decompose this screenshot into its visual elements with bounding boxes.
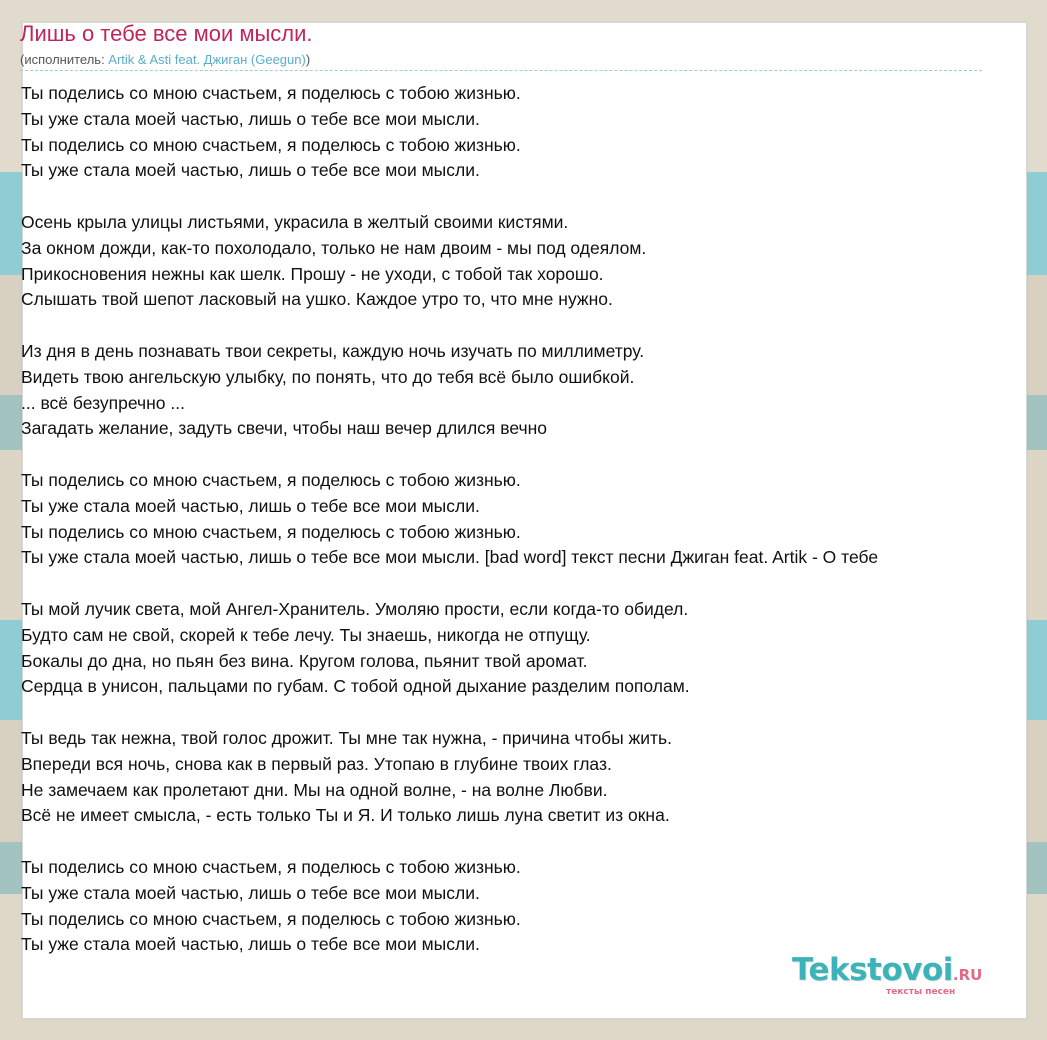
lyric-line: Видеть твою ангельскую улыбку, по понять, что до тебя всё было ошибкой. xyxy=(21,366,635,387)
lyric-line: Будто сам не свой, скорей к тебе лечу. Ты знаешь, никогда не отпущу. xyxy=(21,624,591,645)
stanza-break xyxy=(21,313,878,339)
lyric-line: Прикосновения нежны как шелк. Прошу - не уходи, с тобой так хорошо. xyxy=(21,263,604,284)
site-logo[interactable] xyxy=(792,952,983,997)
stanza-break xyxy=(21,184,878,210)
title-divider xyxy=(20,70,982,71)
lyric-line: Ты поделись со мною счастьем, я поделюсь с тобою жизнью. xyxy=(21,908,521,929)
lyric-line: Ты поделись со мною счастьем, я поделюсь с тобою жизнью. xyxy=(21,856,521,877)
lyric-line: Ты поделись со мною счастьем, я поделюсь с тобою жизнью. xyxy=(21,134,521,155)
stanza-break xyxy=(21,571,878,597)
logo-tld: .RU xyxy=(952,966,983,984)
lyric-line: Ты поделись со мною счастьем, я поделюсь с тобою жизнью. xyxy=(21,469,521,490)
performer-suffix: ) xyxy=(305,52,311,67)
performer-link[interactable]: Artik & Asti feat. Джиган (Geegun) xyxy=(108,52,306,67)
stanza-break xyxy=(21,829,878,855)
logo-wordmark: Tekstovoi xyxy=(792,952,953,988)
lyric-line: Осень крыла улицы листьями, украсила в желтый своими кистями. xyxy=(21,211,569,232)
lyric-line: Загадать желание, задуть свечи, чтобы наш вечер длился вечно xyxy=(21,418,548,439)
lyric-line: Ты ведь так нежна, твой голос дрожит. Ты мне так нужна, - причина чтобы жить. xyxy=(21,727,673,748)
performer-line xyxy=(20,52,310,67)
lyric-line: Впереди вся ночь, снова как в первый раз. Утопаю в глубине твоих глаз. xyxy=(21,753,612,774)
lyric-line: Всё не имеет смысла, - есть только Ты и Я. И только лишь луна светит из окна. xyxy=(21,805,670,826)
lyric-line: Ты мой лучик света, мой Ангел-Хранитель. Умоляю прости, если когда-то обидел. xyxy=(21,598,689,619)
lyric-line: Слышать твой шепот ласковый на ушко. Каждое утро то, что мне нужно. xyxy=(21,289,613,310)
lyric-line: Ты поделись со мною счастьем, я поделюсь с тобою жизнью. xyxy=(21,521,521,542)
performer-prefix: (исполнитель: xyxy=(20,52,109,67)
lyric-line: Не замечаем как пролетают дни. Мы на одной волне, - на волне Любви. xyxy=(21,779,608,800)
song-title: Лишь о тебе все мои мысли. xyxy=(20,21,313,46)
lyric-line: Сердца в унисон, пальцами по губам. С тобой одной дыхание разделим пополам. xyxy=(21,676,690,697)
stanza-break xyxy=(21,700,878,726)
lyric-line: Бокалы до дна, но пьян без вина. Кругом голова, пьянит твой аромат. xyxy=(21,650,588,671)
lyric-line: Ты уже стала моей частью, лишь о тебе все мои мысли. [bad word] текст песни Джиган feat. Artik - О тебе xyxy=(21,547,879,568)
lyric-line: Ты уже стала моей частью, лишь о тебе все мои мысли. xyxy=(21,934,480,955)
stanza-break xyxy=(21,442,878,468)
lyric-line: Из дня в день познавать твои секреты, каждую ночь изучать по миллиметру. xyxy=(21,340,645,361)
logo-tagline: тексты песен xyxy=(886,987,956,997)
lyric-line: Ты уже стала моей частью, лишь о тебе все мои мысли. xyxy=(21,495,480,516)
lyric-line: За окном дожди, как-то похолодало, только не нам двоим - мы под одеялом. xyxy=(21,237,647,258)
lyric-line: ... всё безупречно ... xyxy=(21,392,185,413)
lyric-line: Ты уже стала моей частью, лишь о тебе все мои мысли. xyxy=(21,108,480,129)
lyric-line: Ты поделись со мною счастьем, я поделюсь с тобою жизнью. xyxy=(21,83,521,103)
lyric-line: Ты уже стала моей частью, лишь о тебе все мои мысли. xyxy=(21,160,480,181)
lyrics-text xyxy=(21,81,878,958)
lyric-line: Ты уже стала моей частью, лишь о тебе все мои мысли. xyxy=(21,882,480,903)
